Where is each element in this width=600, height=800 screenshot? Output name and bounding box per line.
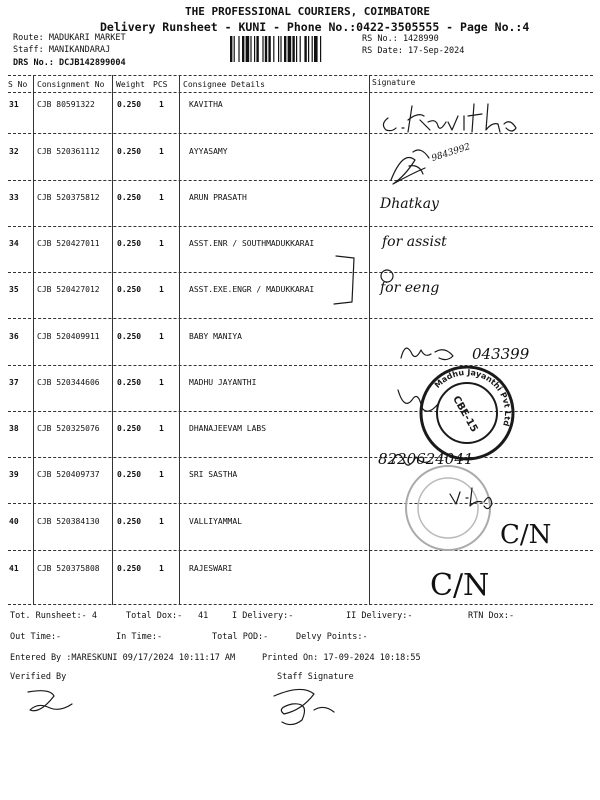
row-consignment-no: CJB 80591322	[37, 100, 95, 109]
row-sno: 31	[9, 100, 19, 109]
row-pcs: 1	[159, 424, 164, 433]
barcode-bar	[242, 36, 244, 62]
out-time: Out Time:-	[10, 632, 62, 642]
col-divider	[179, 75, 180, 605]
row-sno: 33	[9, 193, 19, 202]
route-label: Route: MADUKARI MARKET	[13, 33, 126, 43]
rs-number: RS No.: 1428990	[362, 34, 439, 44]
row-consignment-no: CJB 520409911	[37, 332, 100, 341]
row-pcs: 1	[159, 100, 164, 109]
verifier-signature	[20, 680, 80, 724]
barcode-bar	[292, 36, 294, 62]
barcode-bar	[265, 36, 267, 62]
total-pod: Total POD:-	[212, 632, 269, 642]
signature-41	[430, 568, 489, 603]
table-header-rule	[8, 92, 593, 93]
verified-by: Verified By	[10, 672, 67, 682]
row-consignment-no: CJB 520427011	[37, 239, 100, 248]
row-consignment-no: CJB 520375808	[37, 564, 100, 573]
row-pcs: 1	[159, 517, 164, 526]
row-sno: 36	[9, 332, 19, 341]
barcode-bar	[288, 36, 292, 62]
runsheet-subtitle: Delivery Runsheet - KUNI - Phone No.:0422-3505555 - Page No.:4	[100, 20, 530, 34]
row-sno: 32	[9, 147, 19, 156]
sig-text: Dhatkay	[380, 196, 439, 212]
row-pcs: 1	[159, 193, 164, 202]
row-consignment-no: CJB 520427012	[37, 285, 100, 294]
col-pcs: PCS	[153, 80, 168, 89]
col-signature: Signature	[372, 78, 416, 87]
row-weight: 0.250	[117, 100, 142, 109]
row-consignee: ASST.ENR / SOUTHMADUKKARAI	[189, 239, 315, 248]
row-pcs: 1	[159, 239, 164, 248]
row-weight: 0.250	[117, 147, 142, 156]
i-delivery: I Delivery:-	[232, 611, 294, 621]
barcode-bar	[296, 36, 297, 62]
barcode-bar	[278, 36, 279, 62]
total-dox-value: 41	[198, 611, 209, 621]
row-consignee: SRI SASTHA	[189, 470, 238, 479]
row-consignment-no: CJB 520344606	[37, 378, 100, 387]
barcode-bar	[254, 36, 255, 62]
barcode-bar	[304, 36, 306, 62]
entered-by: Entered By :MARESKUNI 09/17/2024 10:11:17 AM	[10, 653, 236, 663]
row-weight: 0.250	[117, 470, 142, 479]
signature-31	[378, 98, 538, 142]
row-sno: 41	[9, 564, 19, 573]
row-divider	[8, 604, 593, 605]
signature-40	[500, 520, 551, 550]
signature-39	[446, 482, 506, 516]
stamp-text: Madhu Jayanthi Pvt Ltd	[432, 367, 513, 428]
delvy-points: Delvy Points:-	[296, 632, 368, 642]
row-sno: 35	[9, 285, 19, 294]
barcode-bar	[230, 36, 232, 62]
sig-text	[388, 112, 436, 121]
barcode-bar	[256, 36, 258, 62]
barcode-bar	[250, 36, 251, 62]
row-sno: 39	[9, 470, 19, 479]
barcode-bar	[234, 36, 235, 62]
row-consignee: ASST.EXE.ENGR / MADUKKARAI	[189, 285, 315, 294]
tot-runsheet: Tot. Runsheet:- 4	[10, 611, 97, 621]
row-consignee: RAJESWARI	[189, 564, 233, 573]
col-consignment: Consignment No	[37, 80, 105, 89]
row-pcs: 1	[159, 378, 164, 387]
ii-delivery: II Delivery:-	[346, 611, 413, 621]
stamp-code: CBE-15	[450, 394, 480, 435]
row-consignment-no: CJB 520325076	[37, 424, 100, 433]
col-divider	[33, 75, 34, 605]
row-sno: 37	[9, 378, 19, 387]
row-weight: 0.250	[117, 285, 142, 294]
company-title: THE PROFESSIONAL COURIERS, COIMBATORE	[185, 5, 431, 18]
row-divider	[8, 180, 593, 181]
staff-signature	[262, 680, 352, 734]
row-sno: 40	[9, 517, 19, 526]
row-consignee: VALLIYAMMAL	[189, 517, 242, 526]
row-weight: 0.250	[117, 424, 142, 433]
row-consignee: BABY MANIYA	[189, 332, 242, 341]
row-consignment-no: CJB 520361112	[37, 147, 100, 156]
barcode-bar	[280, 36, 281, 62]
row-pcs: 1	[159, 332, 164, 341]
signature-33	[380, 196, 439, 212]
staff-signature-label: Staff Signature	[277, 672, 354, 682]
barcode-bar	[284, 36, 286, 62]
sig-text: C/N	[430, 568, 490, 603]
barcode-bar	[238, 36, 239, 62]
row-divider	[8, 272, 593, 273]
printed-on: Printed On: 17-09-2024 10:18:55	[262, 653, 421, 663]
total-dox-label: Total Dox:-	[126, 611, 183, 621]
row-consignment-no: CJB 520375812	[37, 193, 100, 202]
sig-text: for eeng	[380, 280, 440, 296]
rtn-dox: RTN Dox:-	[468, 611, 515, 621]
barcode-bar	[300, 36, 301, 62]
sig-text: C/N	[500, 520, 552, 550]
table-top-rule	[8, 75, 593, 76]
drs-number: DRS No.: DCJB142899004	[13, 58, 126, 68]
in-time: In Time:-	[116, 632, 163, 642]
staff-label: Staff: MANIKANDARAJ	[13, 45, 111, 55]
rs-date: RS Date: 17-Sep-2024	[362, 46, 465, 56]
row-consignee: AYYASAMY	[189, 147, 228, 156]
row-divider	[8, 318, 593, 319]
barcode-bar	[268, 36, 270, 62]
row-sno: 38	[9, 424, 19, 433]
col-divider	[112, 75, 113, 605]
sig-text: 8220624041	[378, 450, 474, 468]
row-pcs: 1	[159, 147, 164, 156]
col-sno: S No	[8, 80, 28, 89]
row-pcs: 1	[159, 470, 164, 479]
barcode	[230, 36, 352, 62]
row-weight: 0.250	[117, 332, 142, 341]
row-weight: 0.250	[117, 239, 142, 248]
barcode-bar	[273, 36, 274, 62]
barcode-bar	[262, 36, 263, 62]
row-consignee: MADHU JAYANTHI	[189, 378, 257, 387]
signature-34	[382, 234, 447, 250]
barcode-bar	[320, 36, 321, 62]
row-consignee: ARUN PRASATH	[189, 193, 247, 202]
row-sno: 34	[9, 239, 19, 248]
row-consignment-no: CJB 520409737	[37, 470, 100, 479]
col-consignee: Consignee Details	[183, 80, 265, 89]
row-consignment-no: CJB 520384130	[37, 517, 100, 526]
row-consignee: KAVITHA	[189, 100, 223, 109]
sig-text: for assist	[382, 234, 447, 250]
sig-text: 043399	[472, 345, 530, 363]
bracket-mark	[330, 252, 360, 316]
row-pcs: 1	[159, 285, 164, 294]
barcode-bar	[308, 36, 309, 62]
signature-35	[380, 280, 439, 296]
signature-32	[385, 140, 505, 194]
row-pcs: 1	[159, 564, 164, 573]
barcode-bar	[246, 36, 250, 62]
barcode-bar	[312, 36, 313, 62]
barcode-bar	[314, 36, 318, 62]
row-weight: 0.250	[117, 517, 142, 526]
sig-text: 9843992	[430, 142, 472, 164]
row-consignee: DHANAJEEVAM LABS	[189, 424, 267, 433]
col-divider	[369, 75, 370, 605]
row-weight: 0.250	[117, 564, 142, 573]
row-weight: 0.250	[117, 378, 142, 387]
row-weight: 0.250	[117, 193, 142, 202]
col-weight: Weight	[116, 80, 145, 89]
row-divider	[8, 550, 593, 551]
row-divider	[8, 226, 593, 227]
